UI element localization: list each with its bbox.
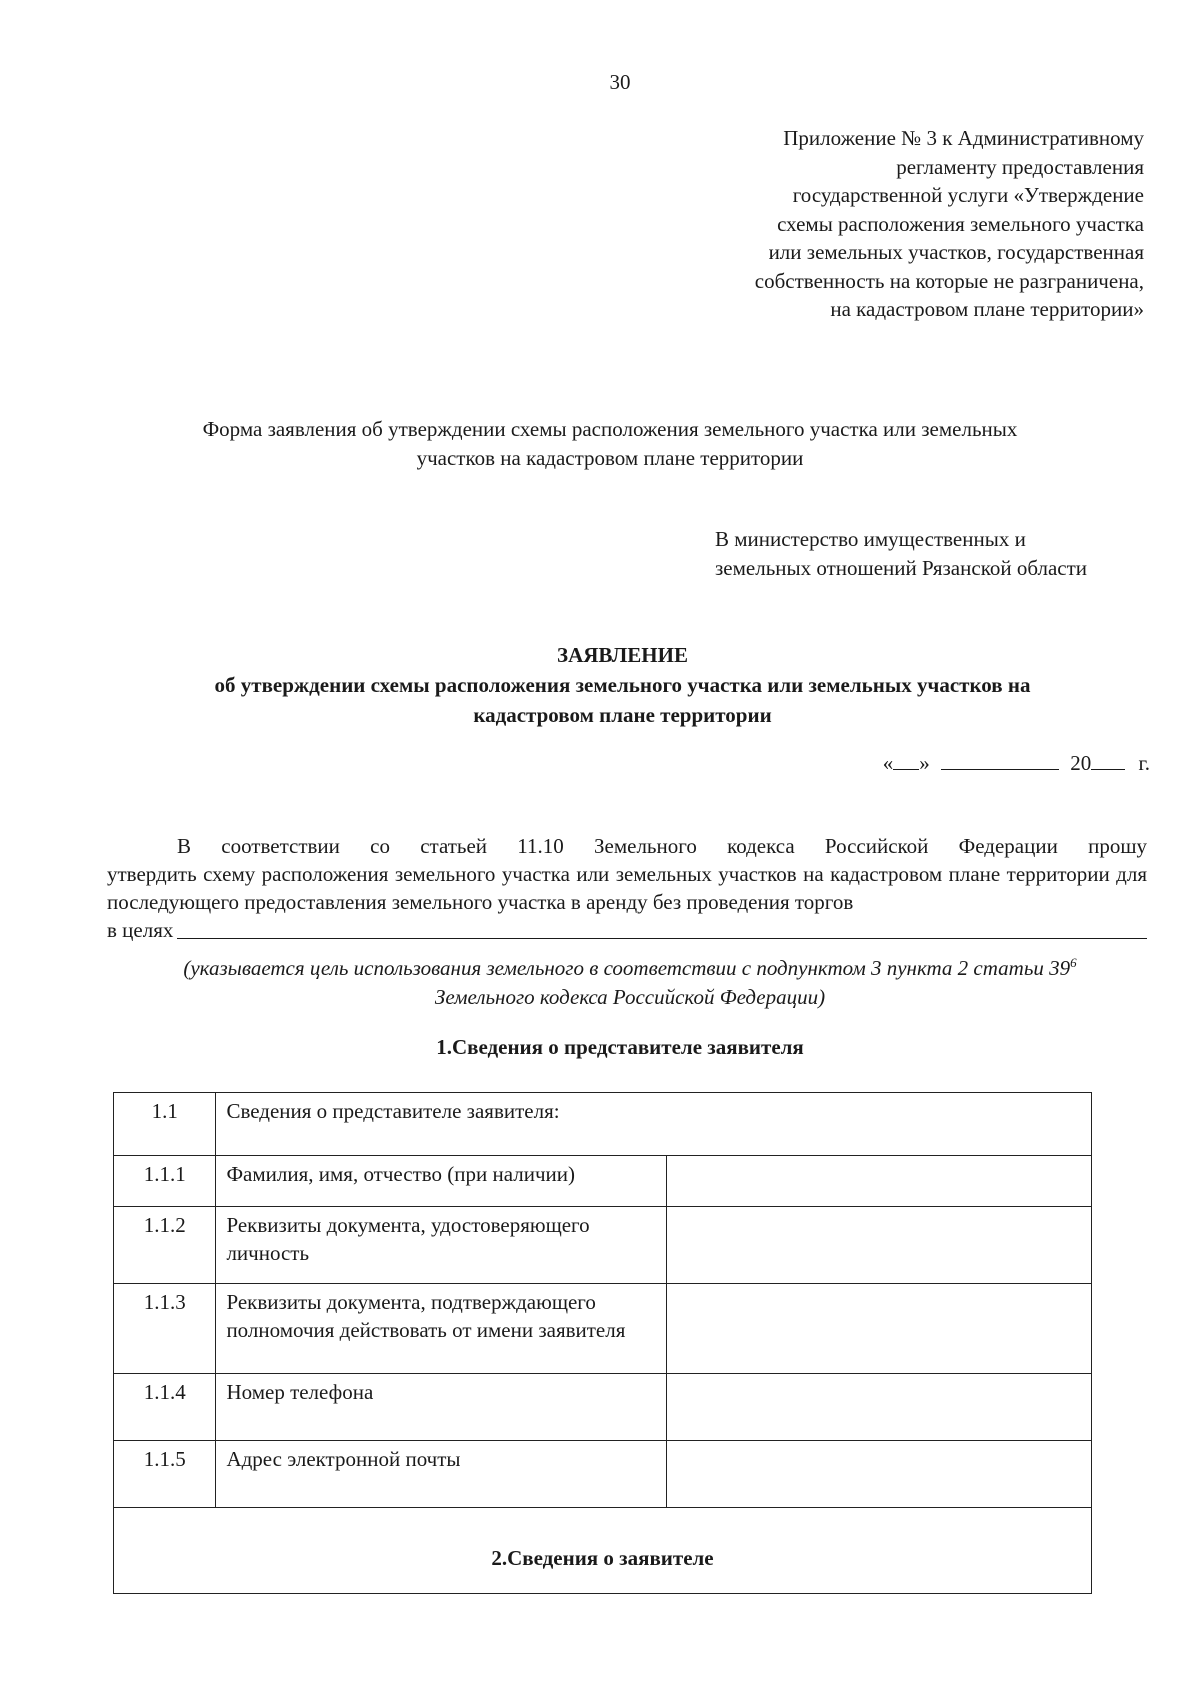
year-blank[interactable] (1091, 751, 1125, 770)
hint-line: Земельного кодекса Российской Федерации) (434, 985, 826, 1009)
row-value-field[interactable] (666, 1441, 1091, 1508)
table-row (114, 1284, 1092, 1374)
row-label: Сведения о представителе заявителя: (216, 1093, 1092, 1156)
row-label: Адрес электронной почты (216, 1441, 667, 1508)
form-title (110, 415, 1110, 473)
row-label: Реквизиты документа, подтверждающего полномочия действовать от имени заявителя (216, 1284, 667, 1374)
row-number: 1.1.2 (114, 1207, 216, 1284)
body-text: утвердить схему расположения земельного участка или земельных участков на кадастровом плане территории для последующего предоставления земельного участка в аренду без проведения торгов (107, 862, 1147, 914)
goal-hint (100, 948, 1160, 1012)
year-suffix: г. (1138, 751, 1150, 775)
table-row (114, 1156, 1092, 1207)
form-title-line: участков на кадастровом плане территории (416, 446, 804, 470)
appendix-note (584, 124, 1144, 324)
table-row (114, 1374, 1092, 1441)
body-line: В соответствии со статьей 11.10 Земельного кодекса Российской Федерации прошу (177, 834, 1147, 858)
representative-table (113, 1092, 1092, 1594)
appendix-line: Приложение № 3 к Административному (783, 126, 1144, 150)
date-close-quote: » (919, 751, 930, 775)
table-row (114, 1093, 1092, 1156)
addressee-line: земельных отношений Рязанской области (715, 556, 1088, 580)
section-2-title: 2.Сведения о заявителе (114, 1508, 1092, 1594)
year-prefix: 20 (1070, 751, 1092, 775)
appendix-line: собственность на которые не разграничена, (754, 268, 1144, 293)
addressee-line: В министерство имущественных и (715, 527, 1026, 551)
addressee (715, 525, 1175, 583)
month-blank[interactable] (941, 751, 1059, 770)
goal-label: в целях (107, 918, 174, 942)
page-number: 30 (609, 70, 631, 94)
row-value-field[interactable] (666, 1156, 1091, 1207)
table-row (114, 1207, 1092, 1284)
hint-line: (указывается цель использования земельного в соответствии с подпунктом 3 пункта 2 статьи 39 (183, 956, 1071, 980)
appendix-line: или земельных участков, государственная (768, 240, 1144, 264)
statement-body (107, 832, 1147, 944)
form-title-line: Форма заявления об утверждении схемы расположения земельного участка или земельных (202, 417, 1018, 441)
row-label: Номер телефона (216, 1374, 667, 1441)
day-blank[interactable] (893, 751, 919, 770)
row-value-field[interactable] (666, 1374, 1091, 1441)
row-value-field[interactable] (666, 1284, 1091, 1374)
goal-input[interactable] (177, 937, 1147, 939)
statement-title-block (80, 640, 1165, 730)
table-row (114, 1508, 1092, 1594)
row-label: Фамилия, имя, отчество (при наличии) (216, 1156, 667, 1207)
table-row (114, 1441, 1092, 1508)
appendix-line: на кадастровом плане территории» (830, 297, 1144, 321)
row-number: 1.1 (114, 1093, 216, 1156)
row-value-field[interactable] (666, 1207, 1091, 1284)
date-line (883, 751, 1150, 776)
section-1-title: 1.Сведения о представителе заявителя (436, 1035, 804, 1059)
statement-subtitle: кадастровом плане территории (473, 703, 772, 727)
appendix-line: государственной услуги «Утверждение (792, 183, 1144, 207)
row-number: 1.1.3 (114, 1284, 216, 1374)
statement-subtitle: об утверждении схемы расположения земельного участка или земельных участков на (214, 673, 1031, 697)
row-number: 1.1.1 (114, 1156, 216, 1207)
hint-superscript: 6 (1070, 955, 1077, 970)
date-open-quote: « (882, 751, 894, 775)
row-label: Реквизиты документа, удостоверяющего личность (216, 1207, 667, 1284)
appendix-line: схемы расположения земельного участка (777, 211, 1144, 236)
row-number: 1.1.5 (114, 1441, 216, 1508)
appendix-line: регламенту предоставления (896, 154, 1144, 179)
statement-title: ЗАЯВЛЕНИЕ (557, 643, 688, 667)
row-number: 1.1.4 (114, 1374, 216, 1441)
